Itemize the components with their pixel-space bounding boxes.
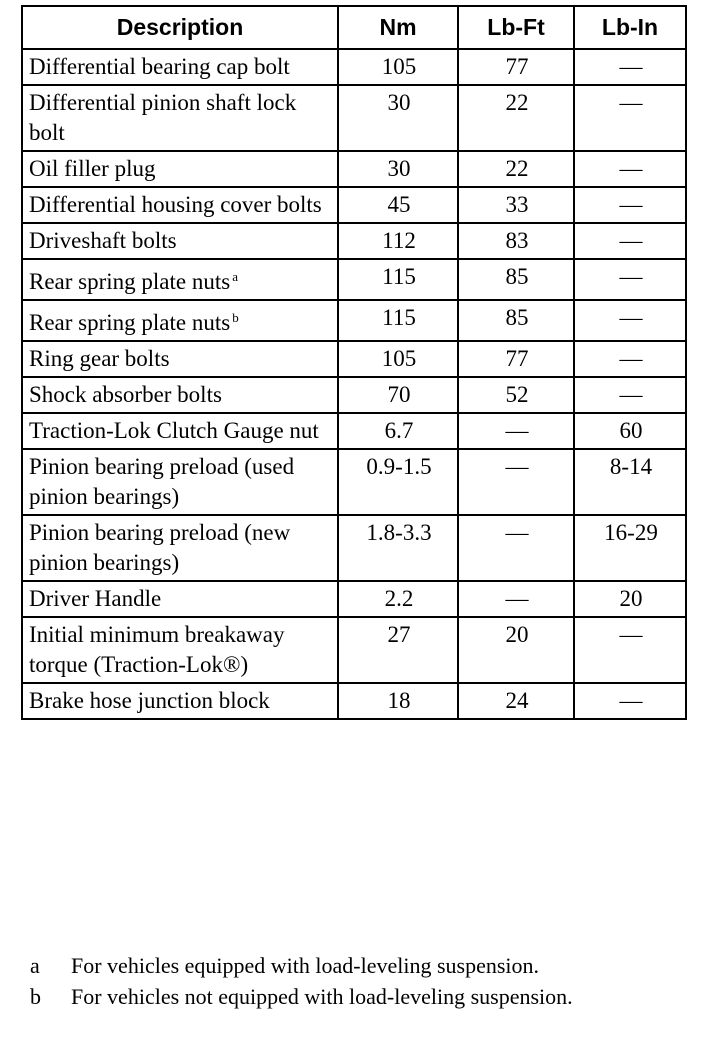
lb-in-cell: — bbox=[574, 223, 686, 259]
description-text: Initial minimum breakaway torque (Traction-Lok®) bbox=[29, 622, 285, 677]
table-row bbox=[22, 449, 686, 515]
lb-ft-cell: 85 bbox=[458, 259, 574, 300]
torque-spec-table bbox=[21, 5, 687, 720]
footnote bbox=[30, 981, 680, 1012]
nm-cell: 105 bbox=[338, 49, 458, 85]
lb-ft-cell: 77 bbox=[458, 49, 574, 85]
table-header-row bbox=[22, 6, 686, 49]
description-cell bbox=[22, 581, 338, 617]
header-lb-ft: Lb-Ft bbox=[458, 6, 574, 49]
table-row bbox=[22, 49, 686, 85]
nm-cell: 18 bbox=[338, 683, 458, 719]
lb-ft-cell: 22 bbox=[458, 85, 574, 151]
nm-cell: 6.7 bbox=[338, 413, 458, 449]
lb-in-cell: 60 bbox=[574, 413, 686, 449]
table-row bbox=[22, 85, 686, 151]
lb-ft-cell: — bbox=[458, 515, 574, 581]
lb-ft-cell: 22 bbox=[458, 151, 574, 187]
footnote-marker: a bbox=[232, 269, 238, 284]
lb-ft-cell: 83 bbox=[458, 223, 574, 259]
description-text: Ring gear bolts bbox=[29, 346, 170, 371]
header-lb-in: Lb-In bbox=[574, 6, 686, 49]
table-row bbox=[22, 187, 686, 223]
lb-in-cell: 16-29 bbox=[574, 515, 686, 581]
nm-cell: 30 bbox=[338, 151, 458, 187]
description-cell bbox=[22, 300, 338, 341]
description-cell bbox=[22, 617, 338, 683]
description-text: Brake hose junction block bbox=[29, 688, 270, 713]
lb-in-cell: — bbox=[574, 151, 686, 187]
lb-ft-cell: 77 bbox=[458, 341, 574, 377]
nm-cell: 27 bbox=[338, 617, 458, 683]
lb-ft-cell: 85 bbox=[458, 300, 574, 341]
lb-in-cell: 20 bbox=[574, 581, 686, 617]
nm-cell: 115 bbox=[338, 300, 458, 341]
description-text: Differential bearing cap bolt bbox=[29, 54, 290, 79]
lb-ft-cell: 33 bbox=[458, 187, 574, 223]
description-text: Traction-Lok Clutch Gauge nut bbox=[29, 418, 319, 443]
description-cell bbox=[22, 515, 338, 581]
lb-in-cell: — bbox=[574, 617, 686, 683]
lb-in-cell: — bbox=[574, 300, 686, 341]
description-cell bbox=[22, 223, 338, 259]
header-description: Description bbox=[22, 6, 338, 49]
footnote-marker: b bbox=[232, 310, 239, 325]
description-text: Pinion bearing preload (used pinion bearings) bbox=[29, 454, 295, 509]
footnote-mark: b bbox=[30, 984, 41, 1009]
lb-in-cell: — bbox=[574, 259, 686, 300]
description-text: Pinion bearing preload (new pinion bearings) bbox=[29, 520, 291, 575]
footnote-text: For vehicles not equipped with load-leveling suspension. bbox=[71, 984, 573, 1009]
table-row bbox=[22, 300, 686, 341]
description-cell bbox=[22, 259, 338, 300]
lb-in-cell: — bbox=[574, 683, 686, 719]
lb-in-cell: — bbox=[574, 377, 686, 413]
description-text: Rear spring plate nuts bbox=[29, 269, 231, 294]
lb-ft-cell: — bbox=[458, 581, 574, 617]
footnote bbox=[30, 950, 680, 981]
description-text: Oil filler plug bbox=[29, 156, 156, 181]
description-cell bbox=[22, 413, 338, 449]
lb-in-cell: — bbox=[574, 187, 686, 223]
table-row bbox=[22, 341, 686, 377]
table-row bbox=[22, 581, 686, 617]
table-row bbox=[22, 259, 686, 300]
description-text: Driveshaft bolts bbox=[29, 228, 177, 253]
description-text: Differential housing cover bolts bbox=[29, 192, 322, 217]
table-row bbox=[22, 151, 686, 187]
description-cell bbox=[22, 85, 338, 151]
lb-in-cell: — bbox=[574, 85, 686, 151]
footnote-mark: a bbox=[30, 953, 40, 978]
nm-cell: 0.9-1.5 bbox=[338, 449, 458, 515]
table-row bbox=[22, 223, 686, 259]
lb-ft-cell: — bbox=[458, 449, 574, 515]
description-cell bbox=[22, 151, 338, 187]
description-text: Rear spring plate nuts bbox=[29, 310, 231, 335]
description-cell bbox=[22, 683, 338, 719]
lb-ft-cell: 52 bbox=[458, 377, 574, 413]
nm-cell: 112 bbox=[338, 223, 458, 259]
nm-cell: 115 bbox=[338, 259, 458, 300]
description-cell bbox=[22, 187, 338, 223]
table-row bbox=[22, 413, 686, 449]
nm-cell: 70 bbox=[338, 377, 458, 413]
nm-cell: 30 bbox=[338, 85, 458, 151]
footnote-text: For vehicles equipped with load-leveling suspension. bbox=[71, 953, 540, 978]
table-row bbox=[22, 515, 686, 581]
description-text: Shock absorber bolts bbox=[29, 382, 222, 407]
lb-ft-cell: — bbox=[458, 413, 574, 449]
lb-ft-cell: 24 bbox=[458, 683, 574, 719]
description-cell bbox=[22, 341, 338, 377]
lb-in-cell: — bbox=[574, 49, 686, 85]
table-row bbox=[22, 683, 686, 719]
nm-cell: 45 bbox=[338, 187, 458, 223]
nm-cell: 1.8-3.3 bbox=[338, 515, 458, 581]
lb-ft-cell: 20 bbox=[458, 617, 574, 683]
header-nm: Nm bbox=[338, 6, 458, 49]
description-cell bbox=[22, 49, 338, 85]
table-row bbox=[22, 377, 686, 413]
nm-cell: 2.2 bbox=[338, 581, 458, 617]
table-row bbox=[22, 617, 686, 683]
nm-cell: 105 bbox=[338, 341, 458, 377]
lb-in-cell: — bbox=[574, 341, 686, 377]
description-cell bbox=[22, 377, 338, 413]
footnotes bbox=[30, 950, 680, 1012]
description-text: Differential pinion shaft lock bolt bbox=[29, 90, 297, 145]
table-body bbox=[22, 49, 686, 719]
description-text: Driver Handle bbox=[29, 586, 162, 611]
description-cell bbox=[22, 449, 338, 515]
lb-in-cell: 8-14 bbox=[574, 449, 686, 515]
